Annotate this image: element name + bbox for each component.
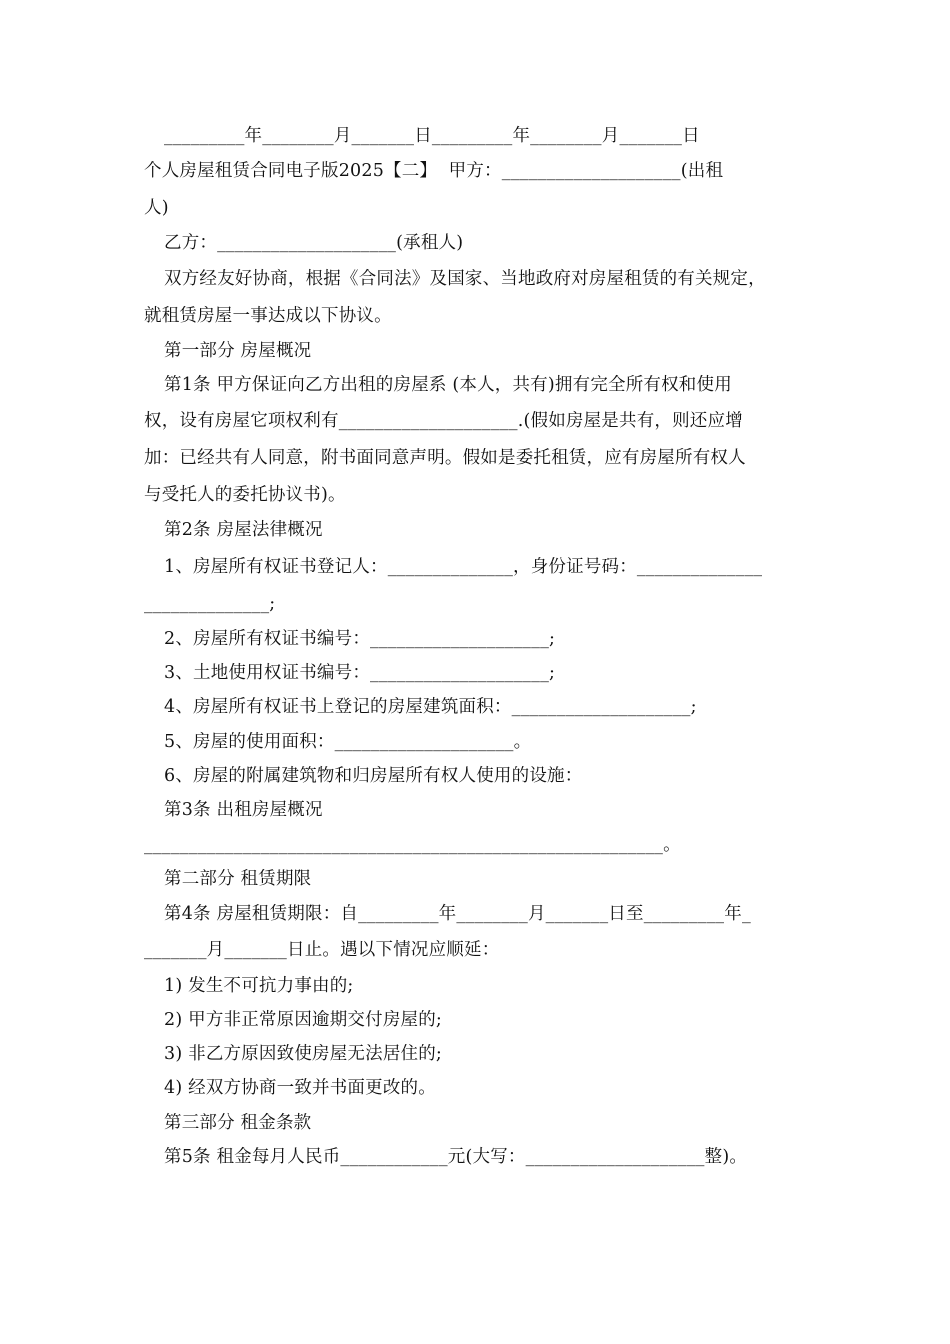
list-item: 1) 发生不可抗力事由的; — [164, 976, 354, 996]
party-b-line: 乙方：____________________(承租人) — [164, 233, 464, 253]
text-line: __________________________________________________________。 — [144, 835, 681, 855]
article-heading: 第3条 出租房屋概况 — [164, 800, 323, 820]
text-line: _______月_______日止。遇以下情况应顺延： — [144, 940, 500, 960]
text-line: 权，设有房屋它项权利有____________________.(假如房屋是共有，则还应增 — [144, 411, 743, 431]
article-heading: 第4条 房屋租赁期限：自_________年________月_______日至_________年_ — [164, 904, 751, 924]
article-heading: 第2条 房屋法律概况 — [164, 520, 323, 540]
article-heading: 第1条 甲方保证向乙方出租的房屋系 (本人，共有)拥有完全所有权和使用 — [164, 375, 732, 395]
date-line: _________年________月_______日_________年________月_______日 — [164, 126, 700, 146]
section-heading: 第一部分 房屋概况 — [164, 341, 312, 361]
text-line: 与受托人的委托协议书)。 — [144, 485, 346, 505]
list-item: 4) 经双方协商一致并书面更改的。 — [164, 1078, 436, 1098]
section-heading: 第三部分 租金条款 — [164, 1113, 312, 1133]
contract-title-line: 个人房屋租赁合同电子版2025【二】 甲方：____________________(出租 — [144, 161, 724, 181]
list-item: 3) 非乙方原因致使房屋无法居住的; — [164, 1044, 443, 1064]
list-item: 2、房屋所有权证书编号：____________________; — [164, 629, 556, 649]
list-item: 6、房屋的附属建筑物和归房屋所有权人使用的设施： — [164, 766, 583, 786]
article-heading: 第5条 租金每月人民币____________元(大写：____________________整)。 — [164, 1147, 748, 1167]
section-heading: 第二部分 租赁期限 — [164, 869, 312, 889]
text-line: 人) — [144, 198, 169, 218]
text-line: 双方经友好协商，根据《合同法》及国家、当地政府对房屋租赁的有关规定， — [164, 269, 766, 289]
text-line: ______________; — [144, 594, 276, 614]
list-item: 1、房屋所有权证书登记人：______________，身份证号码：______________ — [164, 557, 763, 577]
list-item: 3、土地使用权证书编号：____________________; — [164, 663, 556, 683]
text-line: 就租赁房屋一事达成以下协议。 — [144, 306, 392, 326]
list-item: 4、房屋所有权证书上登记的房屋建筑面积：____________________; — [164, 697, 697, 717]
list-item: 2) 甲方非正常原因逾期交付房屋的; — [164, 1010, 443, 1030]
list-item: 5、房屋的使用面积：____________________。 — [164, 732, 532, 752]
text-line: 加：已经共有人同意，附书面同意声明。假如是委托租赁，应有房屋所有权人 — [144, 448, 746, 468]
